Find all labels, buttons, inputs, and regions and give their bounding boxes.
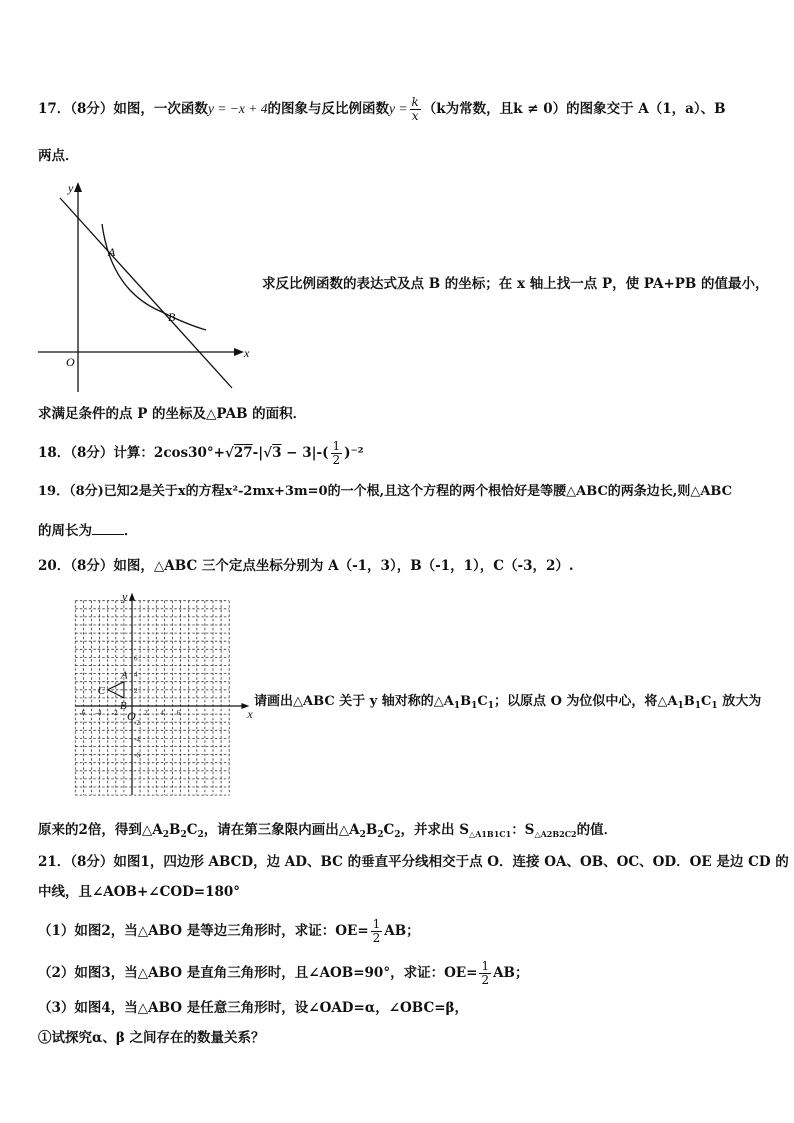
q21-p2-text: （2）如图3，当△ABO 是直角三角形时，且∠AOB=90°，求证：OE= <box>38 965 478 981</box>
point-a-label: A <box>120 669 128 682</box>
q20-side-c: C <box>477 694 488 709</box>
q21-p1-frac <box>371 918 383 945</box>
q20-side-text <box>254 692 761 716</box>
sub: △A1B1C1 <box>469 829 512 839</box>
abs-radicand: 3 <box>272 445 282 461</box>
q17-frac-num: k <box>411 95 419 109</box>
y-tick-label: -4 <box>134 735 140 744</box>
q20-grid-figure <box>34 590 256 812</box>
abs-expr: |√3 − 3| <box>258 445 317 461</box>
q17-line4: 求满足条件的点 P 的坐标及△PAB 的面积． <box>38 406 307 422</box>
q18-tail: -( <box>316 445 329 461</box>
x-tick-label: -6 <box>79 709 86 717</box>
abs-tail: − 3 <box>281 445 312 461</box>
q18-half <box>331 440 343 467</box>
point-c-label: C <box>97 684 106 697</box>
q20-side-g: 放大为 <box>717 694 762 709</box>
q21-part1 <box>38 918 420 945</box>
q17-label-x: x <box>244 346 250 360</box>
sub: 1 <box>471 701 478 711</box>
q17-line2: 两点． <box>38 148 79 164</box>
q18-half-den: 2 <box>332 453 341 467</box>
y-tick-label: -2 <box>134 719 140 728</box>
q21-frac-num: 1 <box>481 959 490 973</box>
q20-side-f: C <box>701 694 712 709</box>
q18-half-num: 1 <box>332 439 341 453</box>
q18-power: )⁻² <box>344 445 364 461</box>
q19-answer-blank <box>92 520 124 535</box>
y-tick-label: -6 <box>134 751 140 760</box>
sub: △A2B2C2 <box>534 829 577 839</box>
q17-condition: （k为常数，且k ≠ 0）的图象交于 A（1，a）、B <box>422 101 726 117</box>
q20-l3-b: B <box>169 822 181 838</box>
q17-label-a: A <box>108 245 116 259</box>
q17-x-arrow <box>234 348 244 356</box>
q20-l3-d: ，请在第三象限内画出△A <box>203 822 360 838</box>
q20-side-a: 请画出△ABC 关于 y 轴对称的△A <box>254 694 454 709</box>
q18-line <box>38 440 364 467</box>
q17-mid-text: 的图象与反比例函数 <box>267 101 390 117</box>
q21-p2-end: AB； <box>493 965 529 981</box>
origin-label: O <box>127 709 136 723</box>
q21-frac-den: 2 <box>372 931 381 945</box>
q17-y-equals: y = <box>389 101 408 116</box>
q20-side-e: B <box>683 694 695 709</box>
q20-l3-f: C <box>383 822 395 838</box>
q21-frac-den: 2 <box>481 973 490 987</box>
q20-l3-e: B <box>365 822 378 838</box>
q17-figure <box>36 180 256 398</box>
q19-line1: 19．（8分)已知2是关于x的方程x²-2mx+3m=0的一个根,且这个方程的两个根恰好是等腰△ABC的两条边长,则△ABC <box>38 484 732 499</box>
q20-l3-c: C <box>186 822 198 838</box>
sub: 2 <box>359 830 366 840</box>
sub: 1 <box>487 701 495 711</box>
q20-l3-a: 原来的2倍，得到△A <box>38 822 163 838</box>
q17-side-text: 求反比例函数的表达式及点 B 的坐标；在 x 轴上找一点 P，使 PA+PB 的值最小， <box>262 276 769 292</box>
sub: 1 <box>677 701 684 711</box>
sub: 1 <box>694 701 702 711</box>
q20-l3-h: ：S <box>511 822 535 838</box>
x-tick-label: -4 <box>95 709 102 717</box>
q20-l3-i: 的值． <box>576 822 618 838</box>
q18-prefix: 18．（8分）计算：2cos30°+ <box>38 445 225 461</box>
sub: 2 <box>377 830 384 840</box>
q21-p2-frac <box>479 960 491 987</box>
q20-side-d: ；以原点 O 为位似中心，将△A <box>494 694 678 709</box>
q20-l3-g: ，并求出 S <box>400 822 469 838</box>
q21-line2: 中线，且∠AOB+∠COD=180° <box>38 884 241 900</box>
x-tick-label: -2 <box>111 709 118 717</box>
q21-line1: 21．（8分）如图1，四边形 ABCD，边 AD、BC 的垂直平分线相交于点 O．连接 OA、OB、OC、OD．OE 是边 CD 的 <box>38 854 789 870</box>
q20-side-b: B <box>460 694 472 709</box>
q19-line2-end: ． <box>124 523 138 539</box>
q17-y-arrow <box>74 182 82 192</box>
q17-line1 <box>38 96 726 123</box>
q17-prefix: 17．（8分）如图，一次函数 <box>38 101 208 117</box>
x-tick-label: 4 <box>160 709 164 717</box>
q18-minus: - <box>252 445 259 461</box>
y-tick-label: 4 <box>134 670 138 679</box>
q17-fraction <box>410 96 421 123</box>
point-b-label: B <box>119 699 127 712</box>
y-tick-label: 6 <box>134 654 138 663</box>
q17-label-y: y <box>68 181 74 195</box>
q21-frac-num: 1 <box>372 917 381 931</box>
sqrt-27-radicand: 27 <box>233 445 253 461</box>
q17-frac-den: x <box>411 109 419 123</box>
sub: 2 <box>394 830 401 840</box>
q19-line2 <box>38 520 138 541</box>
q20-line1: 20．（8分）如图，△ABC 三个定点坐标分别为 A（-1，3），B（-1，1），C（-3，2）. <box>38 558 574 574</box>
y-axis-label: y <box>122 590 128 604</box>
q21-part2 <box>38 960 528 987</box>
q19-line2-text: 的周长为 <box>38 523 92 539</box>
sub: 1 <box>711 701 718 711</box>
y-axis-arrow <box>129 593 135 601</box>
x-tick-label: 2 <box>144 709 148 717</box>
sub: 2 <box>180 830 187 840</box>
q17-linear-line <box>60 198 232 388</box>
x-axis-label: x <box>247 707 253 721</box>
x-tick-label: 6 <box>176 709 181 717</box>
q21-part3: （3）如图4，当△ABO 是任意三角形时，设∠OAD=α，∠OBC=β， <box>38 1000 468 1016</box>
q21-p1-text: （1）如图2，当△ABO 是等边三角形时，求证：OE= <box>38 923 369 939</box>
q20-line3 <box>38 820 617 845</box>
q17-label-o: O <box>66 355 75 369</box>
y-tick-label: 2 <box>134 686 138 695</box>
sub: 2 <box>197 830 204 840</box>
sub: 1 <box>453 701 461 711</box>
q17-hyperbola <box>102 224 206 330</box>
sqrt-27: √27 <box>225 445 253 461</box>
q21-p1-end: AB； <box>384 923 420 939</box>
q17-label-b: B <box>168 310 176 324</box>
sub: 2 <box>162 830 170 840</box>
q17-linear-function: y = −x + 4 <box>207 101 268 116</box>
q21-part4: ①试探究α、β 之间存在的数量关系？ <box>38 1030 265 1046</box>
